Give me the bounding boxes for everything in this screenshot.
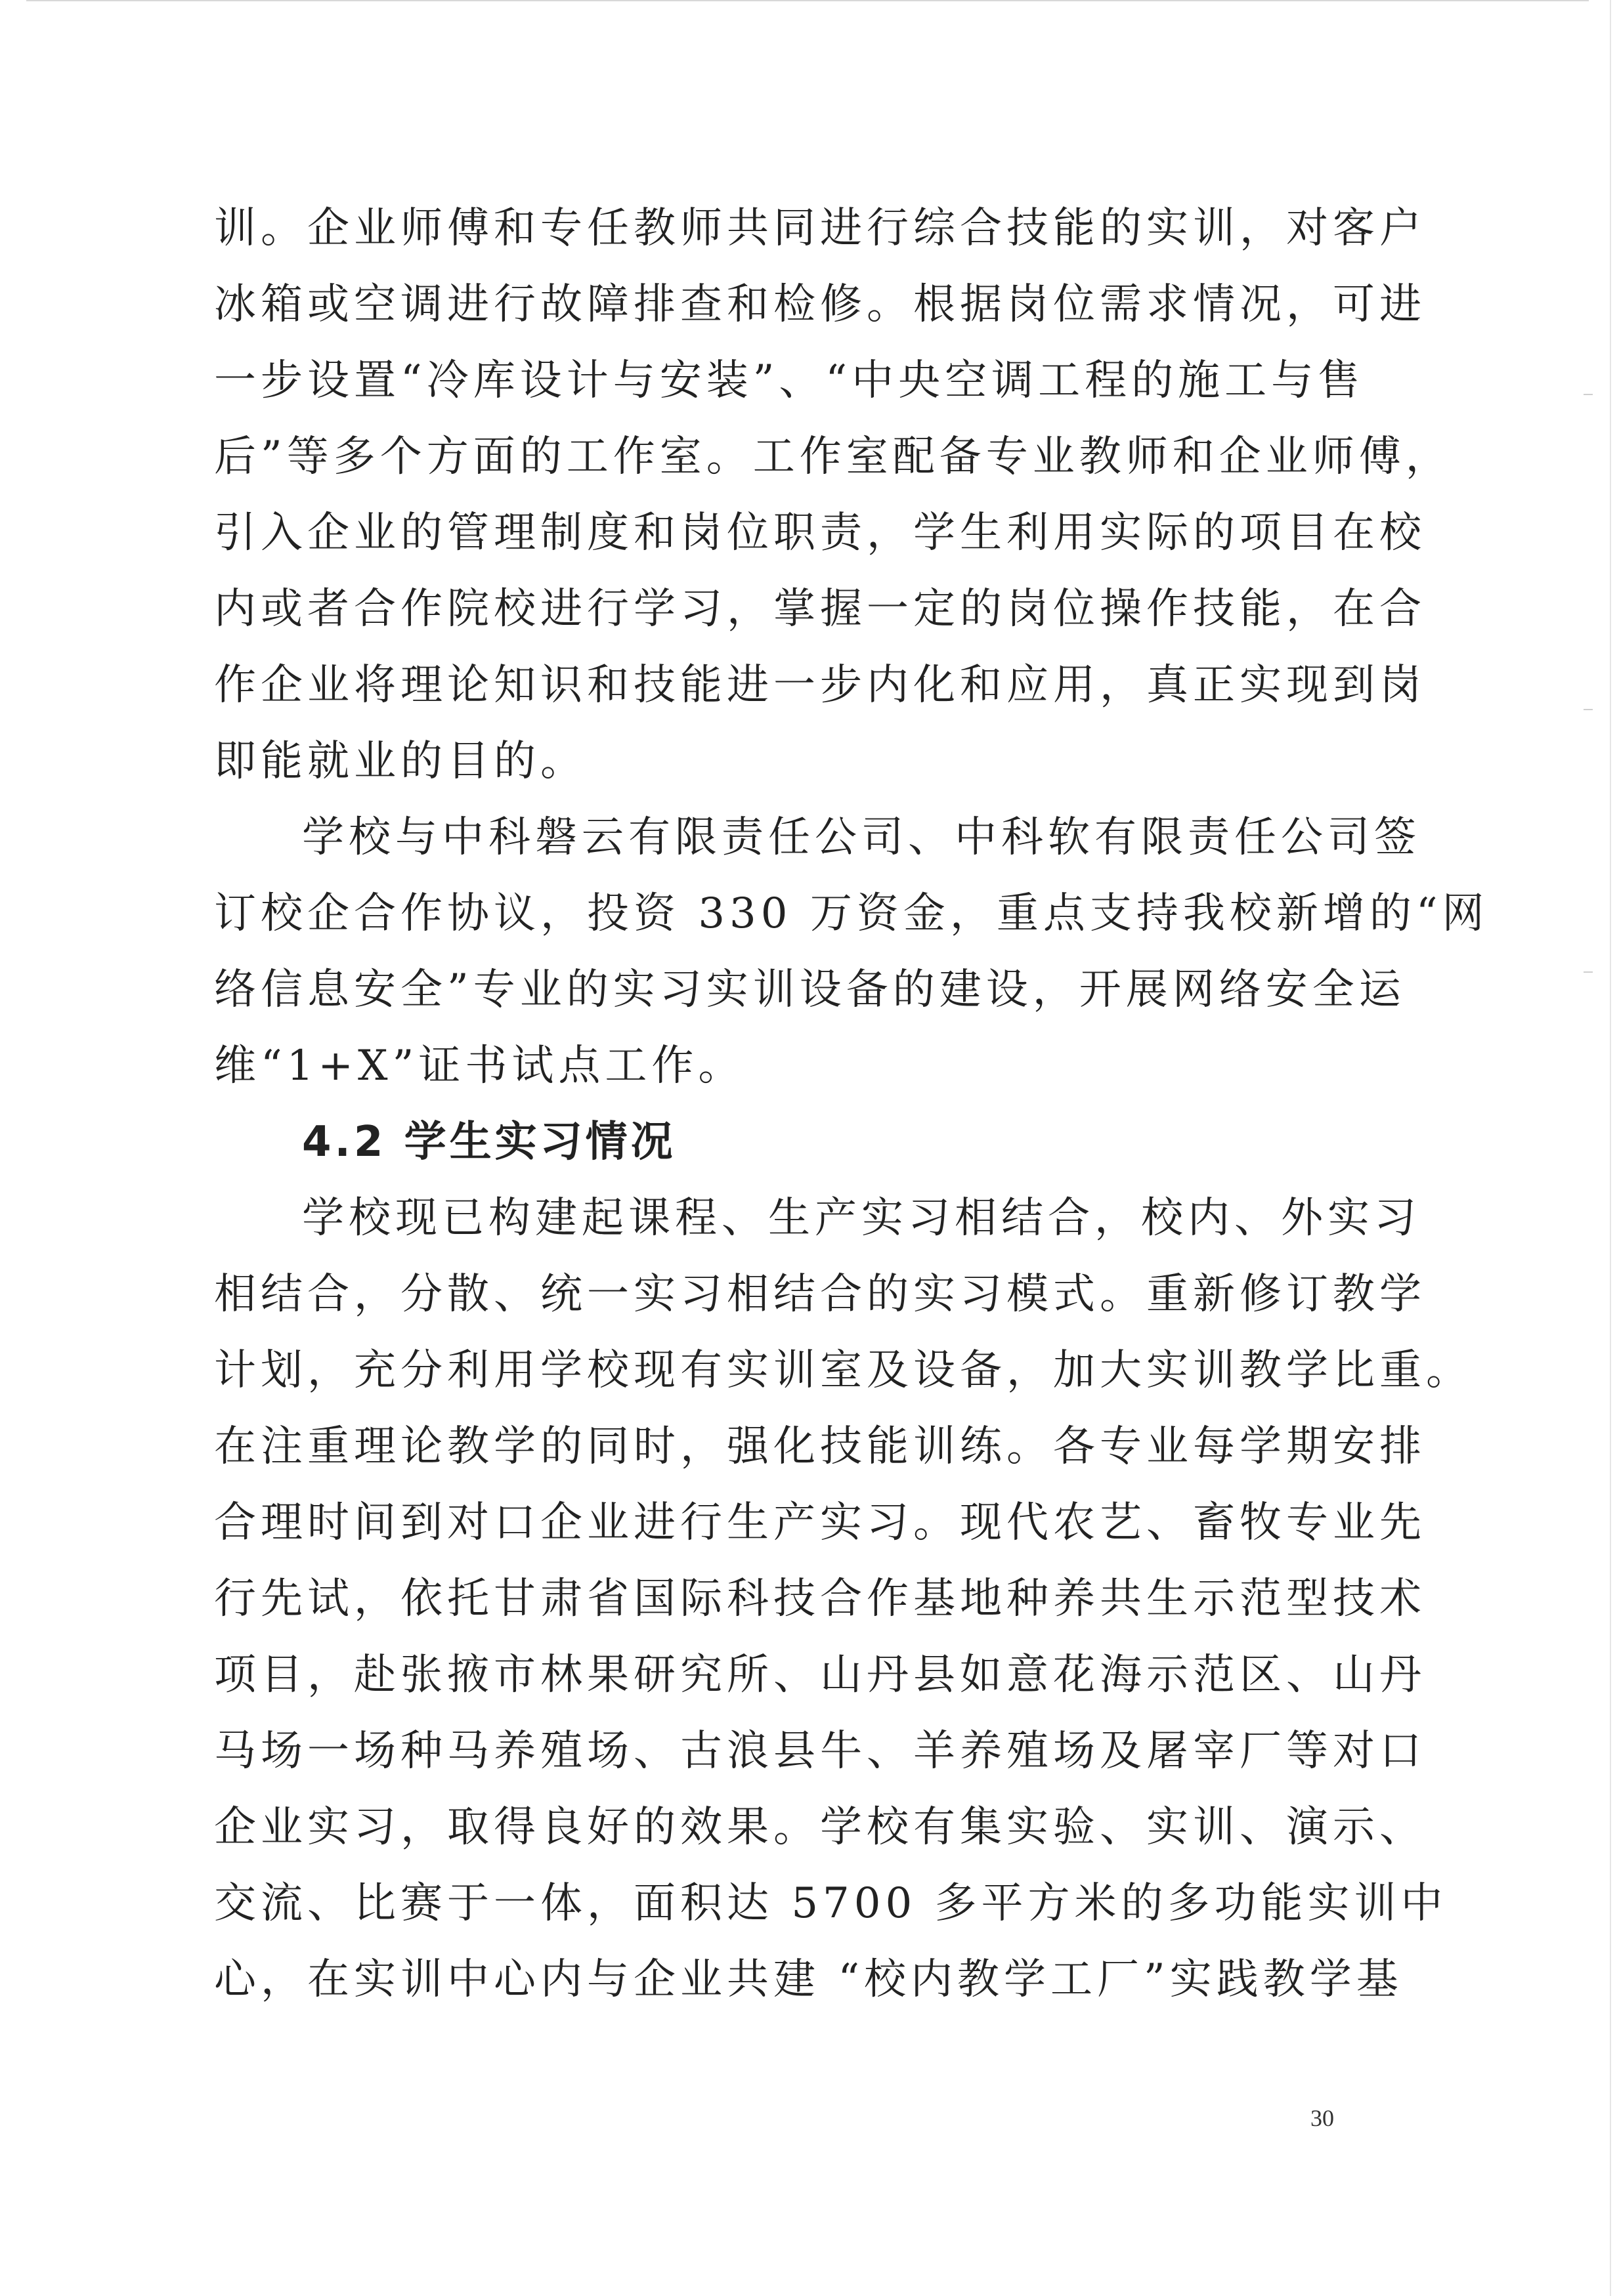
- margin-tick-mark: [1584, 394, 1593, 395]
- page-number: 30: [1310, 2105, 1334, 2131]
- scan-top-edge: [26, 0, 1589, 1]
- margin-tick-mark: [1584, 971, 1593, 973]
- text-line: 内或者合作院校进行学习，掌握一定的岗位操作技能，在合: [214, 585, 1426, 633]
- section-heading: 4.2 学生实习情况: [302, 1118, 676, 1166]
- text-line: 合理时间到对口企业进行生产实习。现代农艺、畜牧专业先: [214, 1499, 1426, 1547]
- text-line: 训。企业师傅和专任教师共同进行综合技能的实训，对客户: [214, 204, 1426, 253]
- text-line: 即能就业的目的。: [214, 737, 587, 786]
- text-line: 计划，充分利用学校现有实训室及设备，加大实训教学比重。: [214, 1346, 1473, 1395]
- text-line: 冰箱或空调进行故障排查和检修。根据岗位需求情况，可进: [214, 280, 1426, 329]
- body-text: [214, 190, 1489, 2018]
- paragraph-continued: [214, 190, 1452, 799]
- text-line: 学校与中科磐云有限责任公司、中科软有限责任公司签: [302, 813, 1421, 862]
- paragraph-internship: [214, 1180, 1473, 2018]
- text-line: 订校企合作协议，投资 330 万资金，重点支持我校新增的“网: [214, 889, 1489, 938]
- text-line: 一步设置“冷库设计与安装”、“中央空调工程的施工与售: [214, 356, 1365, 405]
- text-line: 心，在实训中心内与企业共建 “校内教学工厂”实践教学基: [214, 1955, 1403, 2004]
- text-line: 引入企业的管理制度和岗位职责，学生利用实际的项目在校: [214, 509, 1426, 557]
- paragraph-school-enterprise: [214, 799, 1489, 1104]
- text-line: 维“1+X”证书试点工作。: [214, 1042, 745, 1090]
- text-line: 后”等多个方面的工作室。工作室配备专业教师和企业师傅，: [214, 433, 1452, 481]
- text-line: 作企业将理论知识和技能进一步内化和应用，真正实现到岗: [214, 661, 1426, 710]
- text-line: 相结合，分散、统一实习相结合的实习模式。重新修订教学: [214, 1270, 1426, 1319]
- scan-right-edge: [1610, 0, 1611, 2296]
- text-line: 马场一场种马养殖场、古浪县牛、羊养殖场及屠宰厂等对口: [214, 1727, 1426, 1775]
- margin-tick-mark: [1584, 709, 1593, 710]
- text-line: 行先试，依托甘肃省国际科技合作基地种养共生示范型技术: [214, 1575, 1426, 1623]
- text-line: 交流、比赛于一体，面积达 5700 多平方米的多功能实训中: [214, 1879, 1448, 1928]
- text-line: 学校现已构建起课程、生产实习相结合，校内、外实习: [302, 1194, 1421, 1243]
- text-line: 络信息安全”专业的实习实训设备的建设，开展网络安全运: [214, 966, 1406, 1014]
- text-line: 项目，赴张掖市林果研究所、山丹县如意花海示范区、山丹: [214, 1651, 1426, 1699]
- text-line: 在注重理论教学的同时，强化技能训练。各专业每学期安排: [214, 1422, 1426, 1471]
- text-line: 企业实习，取得良好的效果。学校有集实验、实训、演示、: [214, 1803, 1426, 1852]
